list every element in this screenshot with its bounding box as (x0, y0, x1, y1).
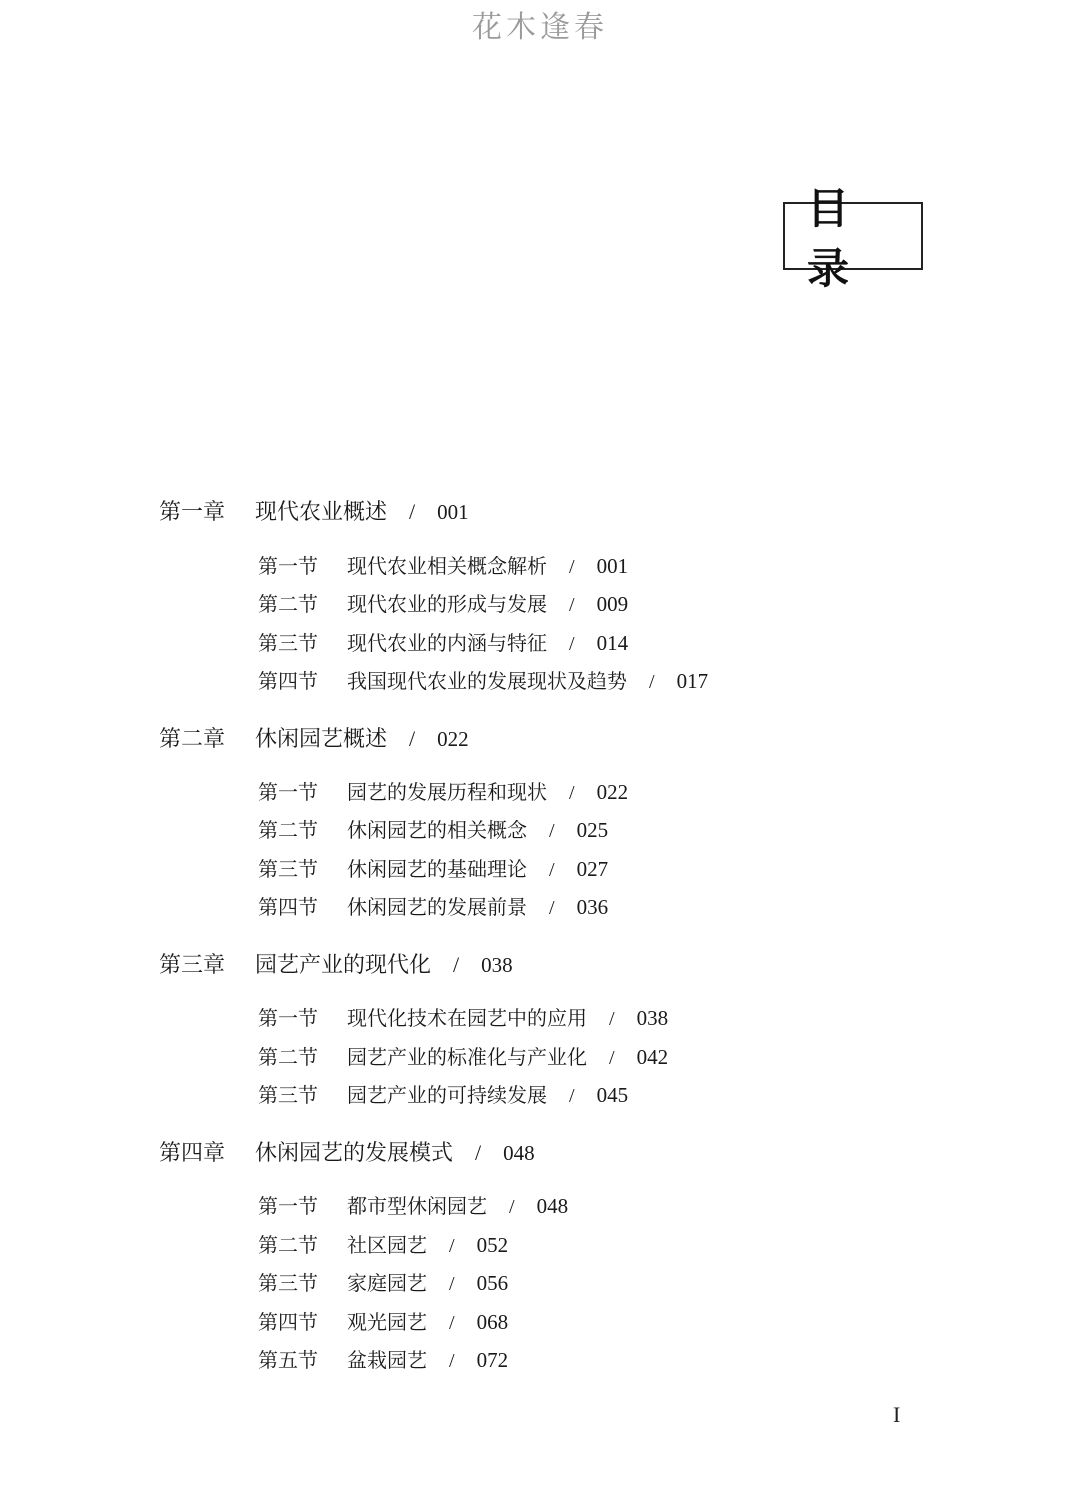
chapter-title: 园艺产业的现代化 (255, 953, 432, 978)
toc-section-entry (258, 1041, 668, 1070)
page-separator: / (569, 782, 575, 804)
entry-page-number: 022 (437, 727, 469, 751)
toc-section-entry (258, 1229, 508, 1258)
section-title: 园艺的发展历程和现状 (347, 780, 547, 804)
section-title: 休闲园艺的相关概念 (347, 818, 527, 842)
page-separator: / (449, 1312, 455, 1334)
chapter-title: 现代农业概述 (255, 500, 388, 525)
toc-section-entry (258, 853, 608, 882)
section-number: 第二节 (258, 592, 318, 616)
page-separator: / (549, 820, 555, 842)
toc-chapter-entry (159, 1136, 535, 1167)
section-number: 第五节 (258, 1348, 318, 1372)
entry-page-number: 038 (481, 953, 513, 977)
entry-page-number: 009 (596, 592, 629, 616)
toc-title: 目 录 (783, 202, 923, 270)
section-title: 现代农业的内涵与特征 (347, 631, 547, 655)
entry-page-number: 042 (636, 1045, 669, 1069)
chapter-number: 第二章 (159, 727, 226, 752)
chapter-number: 第四章 (159, 1141, 226, 1166)
section-title: 现代农业的形成与发展 (347, 592, 547, 616)
section-title: 我国现代农业的发展现状及趋势 (347, 669, 627, 693)
toc-section-entry (258, 1306, 508, 1335)
page-separator: / (609, 1047, 615, 1069)
toc-section-entry (258, 814, 608, 843)
entry-page-number: 001 (437, 500, 469, 524)
toc-chapter-entry (159, 495, 469, 526)
entry-page-number: 038 (636, 1006, 669, 1030)
page-separator: / (609, 1008, 615, 1030)
section-number: 第一节 (258, 780, 318, 804)
entry-page-number: 025 (576, 818, 609, 842)
toc-section-entry (258, 1079, 628, 1108)
toc-section-entry (258, 550, 628, 579)
entry-page-number: 001 (596, 554, 629, 578)
section-number: 第三节 (258, 1083, 318, 1107)
page-separator: / (409, 726, 416, 751)
section-number: 第二节 (258, 818, 318, 842)
entry-page-number: 017 (676, 669, 709, 693)
chapter-title: 休闲园艺概述 (255, 727, 388, 752)
section-title: 观光园艺 (347, 1310, 427, 1334)
page-separator: / (569, 556, 575, 578)
entry-page-number: 014 (596, 631, 629, 655)
toc-section-entry (258, 588, 628, 617)
section-title: 休闲园艺的发展前景 (347, 895, 527, 919)
chapter-title: 休闲园艺的发展模式 (255, 1141, 454, 1166)
section-number: 第二节 (258, 1045, 318, 1069)
toc-section-entry (258, 1002, 668, 1031)
entry-page-number: 048 (536, 1194, 569, 1218)
entry-page-number: 048 (503, 1141, 535, 1165)
entry-page-number: 045 (596, 1083, 629, 1107)
page-separator: / (509, 1196, 515, 1218)
section-title: 园艺产业的可持续发展 (347, 1083, 547, 1107)
entry-page-number: 036 (576, 895, 609, 919)
page-separator: / (449, 1235, 455, 1257)
page-separator: / (409, 499, 416, 524)
toc-section-entry (258, 891, 608, 920)
section-number: 第一节 (258, 1006, 318, 1030)
section-number: 第四节 (258, 1310, 318, 1334)
page-separator: / (549, 859, 555, 881)
page-separator: / (449, 1350, 455, 1372)
section-title: 园艺产业的标准化与产业化 (347, 1045, 587, 1069)
chapter-number: 第一章 (159, 500, 226, 525)
page-separator: / (549, 897, 555, 919)
page-separator: / (449, 1273, 455, 1295)
section-number: 第二节 (258, 1233, 318, 1257)
section-title: 现代农业相关概念解析 (347, 554, 547, 578)
section-number: 第三节 (258, 857, 318, 881)
page-separator: / (649, 671, 655, 693)
chapter-number: 第三章 (159, 953, 226, 978)
entry-page-number: 052 (476, 1233, 509, 1257)
page-separator: / (569, 633, 575, 655)
section-number: 第三节 (258, 1271, 318, 1295)
entry-page-number: 068 (476, 1310, 509, 1334)
section-number: 第一节 (258, 1194, 318, 1218)
section-title: 都市型休闲园艺 (347, 1194, 487, 1218)
section-number: 第三节 (258, 631, 318, 655)
toc-section-entry (258, 1344, 508, 1373)
entry-page-number: 072 (476, 1348, 509, 1372)
entry-page-number: 022 (596, 780, 629, 804)
toc-section-entry (258, 1267, 508, 1296)
page-separator: / (475, 1140, 482, 1165)
section-title: 社区园艺 (347, 1233, 427, 1257)
section-number: 第四节 (258, 895, 318, 919)
entry-page-number: 027 (576, 857, 609, 881)
watermark-text: 花木逢春 (472, 10, 608, 45)
folio-page-number: I (893, 1402, 901, 1427)
section-title: 现代化技术在园艺中的应用 (347, 1006, 587, 1030)
toc-chapter-entry (159, 948, 513, 979)
section-title: 休闲园艺的基础理论 (347, 857, 527, 881)
section-number: 第一节 (258, 554, 318, 578)
toc-section-entry (258, 776, 628, 805)
toc-section-entry (258, 627, 628, 656)
page-separator: / (569, 1085, 575, 1107)
entry-page-number: 056 (476, 1271, 509, 1295)
toc-chapter-entry (159, 722, 469, 753)
section-title: 盆栽园艺 (347, 1348, 427, 1372)
section-number: 第四节 (258, 669, 318, 693)
toc-section-entry (258, 1190, 568, 1219)
page-separator: / (569, 594, 575, 616)
toc-section-entry (258, 665, 708, 694)
section-title: 家庭园艺 (347, 1271, 427, 1295)
page-separator: / (453, 952, 460, 977)
